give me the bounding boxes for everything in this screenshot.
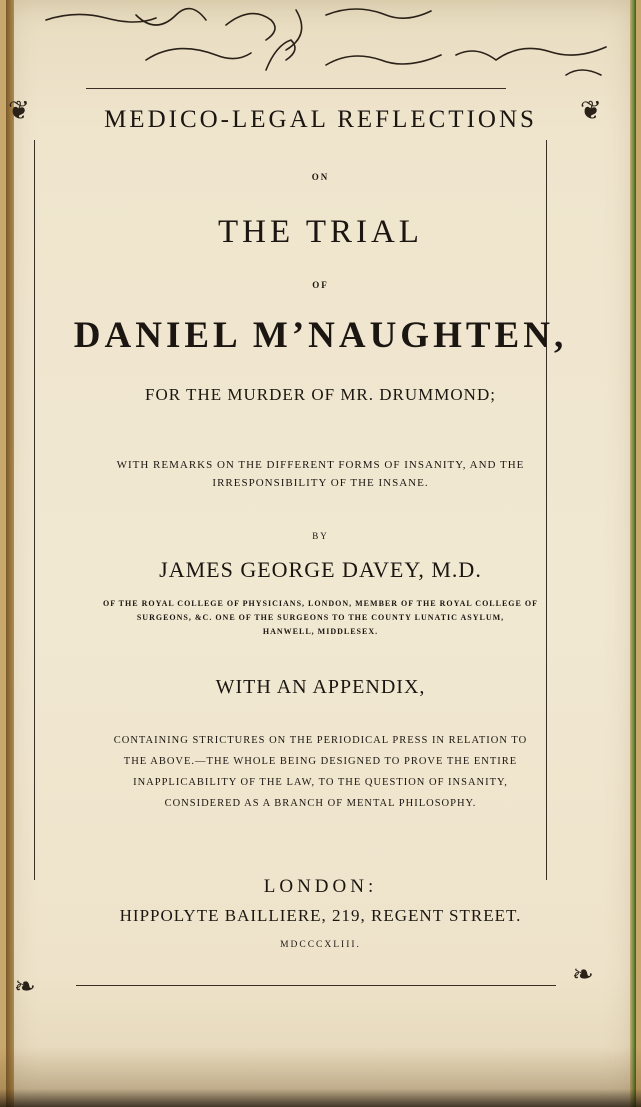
top-rule xyxy=(86,88,506,89)
publisher: HIPPOLYTE BAILLIERE, 219, REGENT STREET. xyxy=(119,906,522,925)
of-label: OF xyxy=(312,280,329,290)
series-title: MEDICO-LEGAL REFLECTIONS xyxy=(104,106,537,133)
publication-date: MDCCCXLIII. xyxy=(280,940,361,950)
affiliation-line: OF THE ROYAL COLLEGE OF PHYSICIANS, LONDON, MEMBER OF THE ROYAL COLLEGE OF xyxy=(103,599,538,608)
imprint-place: LONDON: xyxy=(263,876,378,897)
right-top-ornament: ❦ xyxy=(580,96,602,125)
description-line: CONSIDERED AS A BRANCH OF MENTAL PHILOSOPHY. xyxy=(164,798,477,809)
bottom-rule xyxy=(76,985,556,986)
handwritten-scrawl xyxy=(26,0,636,100)
affiliation-line: SURGEONS, &C. ONE OF THE SURGEONS TO THE COUNTY LUNATIC ASYLUM, xyxy=(136,613,505,622)
remarks-text xyxy=(0,456,641,492)
author-name: JAMES GEORGE DAVEY, M.D. xyxy=(159,557,482,582)
left-bottom-ornament: ❧ xyxy=(14,972,36,1001)
by-label: BY xyxy=(312,531,329,541)
on-label: ON xyxy=(311,172,330,182)
description-line: INAPPLICABILITY OF THE LAW, TO THE QUESTION OF INSANITY, xyxy=(133,777,508,788)
description-line: THE ABOVE.—THE WHOLE BEING DESIGNED TO PROVE THE ENTIRE xyxy=(123,756,518,767)
affiliation-line: HANWELL, MIDDLESEX. xyxy=(262,627,379,636)
murder-line: FOR THE MURDER OF MR. DRUMMOND; xyxy=(145,385,496,404)
remarks-line: WITH REMARKS ON THE DIFFERENT FORMS OF INSANITY, AND THE xyxy=(116,459,525,471)
author-affiliation xyxy=(0,597,641,639)
appendix-description xyxy=(0,730,641,814)
appendix-heading: WITH AN APPENDIX, xyxy=(215,676,426,698)
subject-name: DANIEL M’NAUGHTEN, xyxy=(73,315,568,356)
remarks-line: IRRESPONSIBILITY OF THE INSANE. xyxy=(212,477,429,489)
main-title: THE TRIAL xyxy=(218,214,423,250)
page-bottom-shadow xyxy=(0,1047,641,1107)
left-top-ornament: ❦ xyxy=(8,96,30,125)
right-bottom-ornament: ❧ xyxy=(572,960,594,989)
description-line: CONTAINING STRICTURES ON THE PERIODICAL PRESS IN RELATION TO xyxy=(113,735,528,746)
